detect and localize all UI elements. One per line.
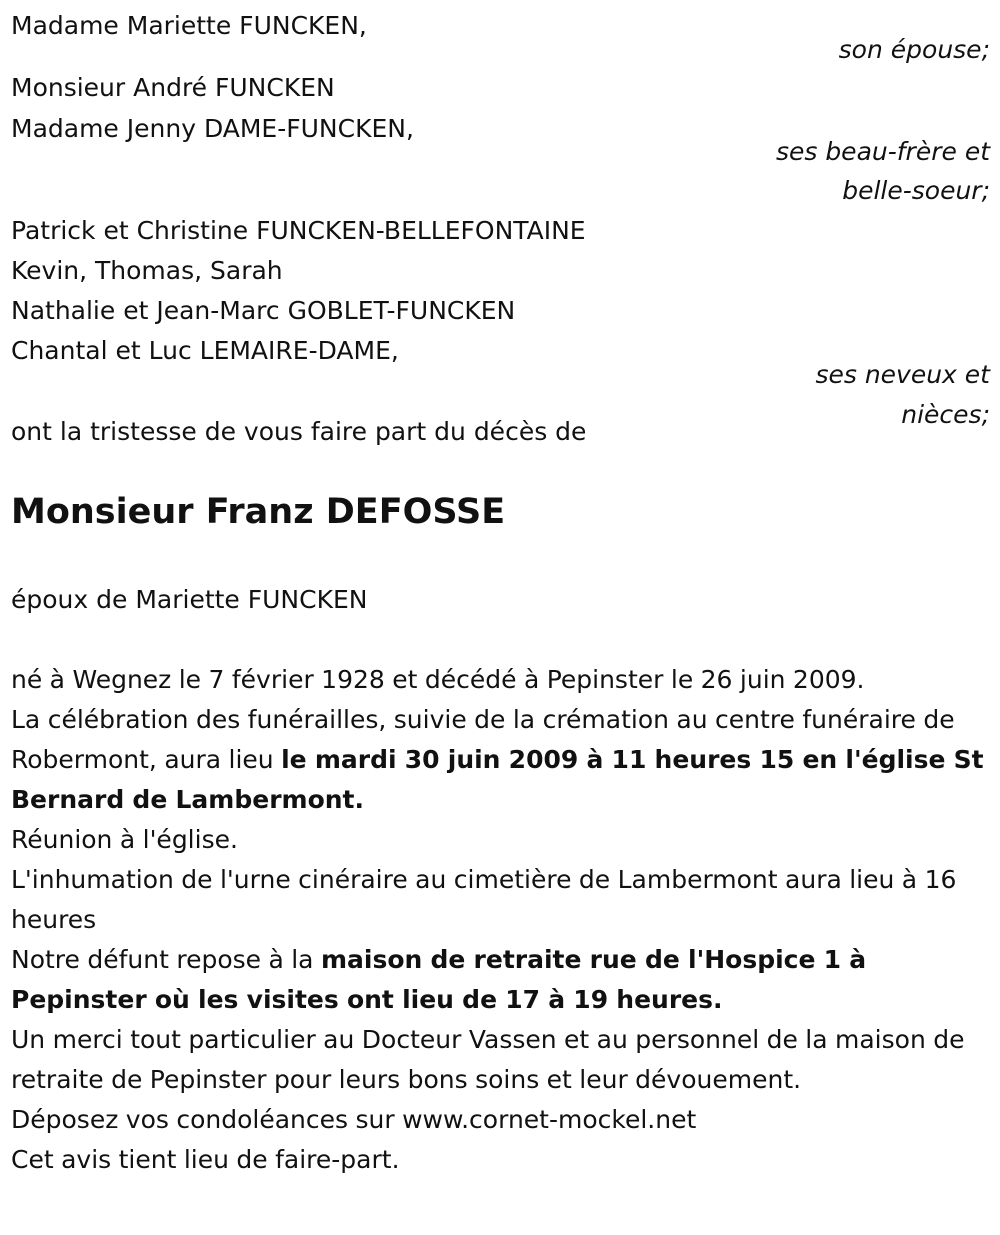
- announcement-intro: ont la tristesse de vous faire part du décès de: [11, 417, 587, 446]
- reunion-line: Réunion à l'église.: [11, 825, 238, 854]
- ceremony-paragraph: [11, 700, 996, 820]
- relation-line: époux de Mariette FUNCKEN: [11, 585, 368, 614]
- condolences-line: Déposez vos condoléances sur www.cornet-mockel.net: [11, 1105, 697, 1134]
- nephew-line-4: Chantal et Luc LEMAIRE-DAME,: [11, 336, 399, 365]
- deceased-name: Monsieur Franz DEFOSSE: [11, 492, 506, 532]
- ceremony-date-location: le mardi 30 juin 2009 à 11 heures 15 en l'église St Bernard de Lambermont.: [11, 745, 984, 814]
- inlaw-brother: Monsieur André FUNCKEN: [11, 73, 335, 102]
- inlaw-sister: Madame Jenny DAME-FUNCKEN,: [11, 114, 414, 143]
- thanks-paragraph: Un merci tout particulier au Docteur Vassen et au personnel de la maison de retraite de Pepinster pour leurs bons soins et leur dévouement.: [11, 1025, 965, 1094]
- spouse-name: Madame Mariette FUNCKEN,: [11, 11, 367, 40]
- nephew-role-line2: nièces;: [901, 400, 990, 429]
- inlaw-role-line2: belle-soeur;: [842, 176, 990, 205]
- ceremony-text: La célébration des funérailles, suivie de la crémation au centre funéraire de Robermont, aura lieu: [11, 705, 955, 774]
- inlaw-role-line1: ses beau-frère et: [775, 137, 990, 166]
- nephew-role-line1: ses neveux et: [815, 360, 990, 389]
- nephew-line-2: Kevin, Thomas, Sarah: [11, 256, 283, 285]
- birth-death-line: né à Wegnez le 7 février 1928 et décédé à Pepinster le 26 juin 2009.: [11, 665, 865, 694]
- repose-paragraph: [11, 940, 996, 1020]
- repose-location: maison de retraite rue de l'Hospice 1 à Pepinster où les visites ont lieu de 17 à 19 heures.: [11, 945, 867, 1014]
- repose-text: Notre défunt repose à la: [11, 945, 321, 974]
- notice-line: Cet avis tient lieu de faire-part.: [11, 1145, 400, 1174]
- inhumation-paragraph: L'inhumation de l'urne cinéraire au cimetière de Lambermont aura lieu à 16 heures: [11, 865, 957, 934]
- nephew-line-1: Patrick et Christine FUNCKEN-BELLEFONTAINE: [11, 216, 586, 245]
- notice-body: [11, 660, 996, 1180]
- nephew-line-3: Nathalie et Jean-Marc GOBLET-FUNCKEN: [11, 296, 516, 325]
- spouse-role: son épouse;: [838, 35, 990, 64]
